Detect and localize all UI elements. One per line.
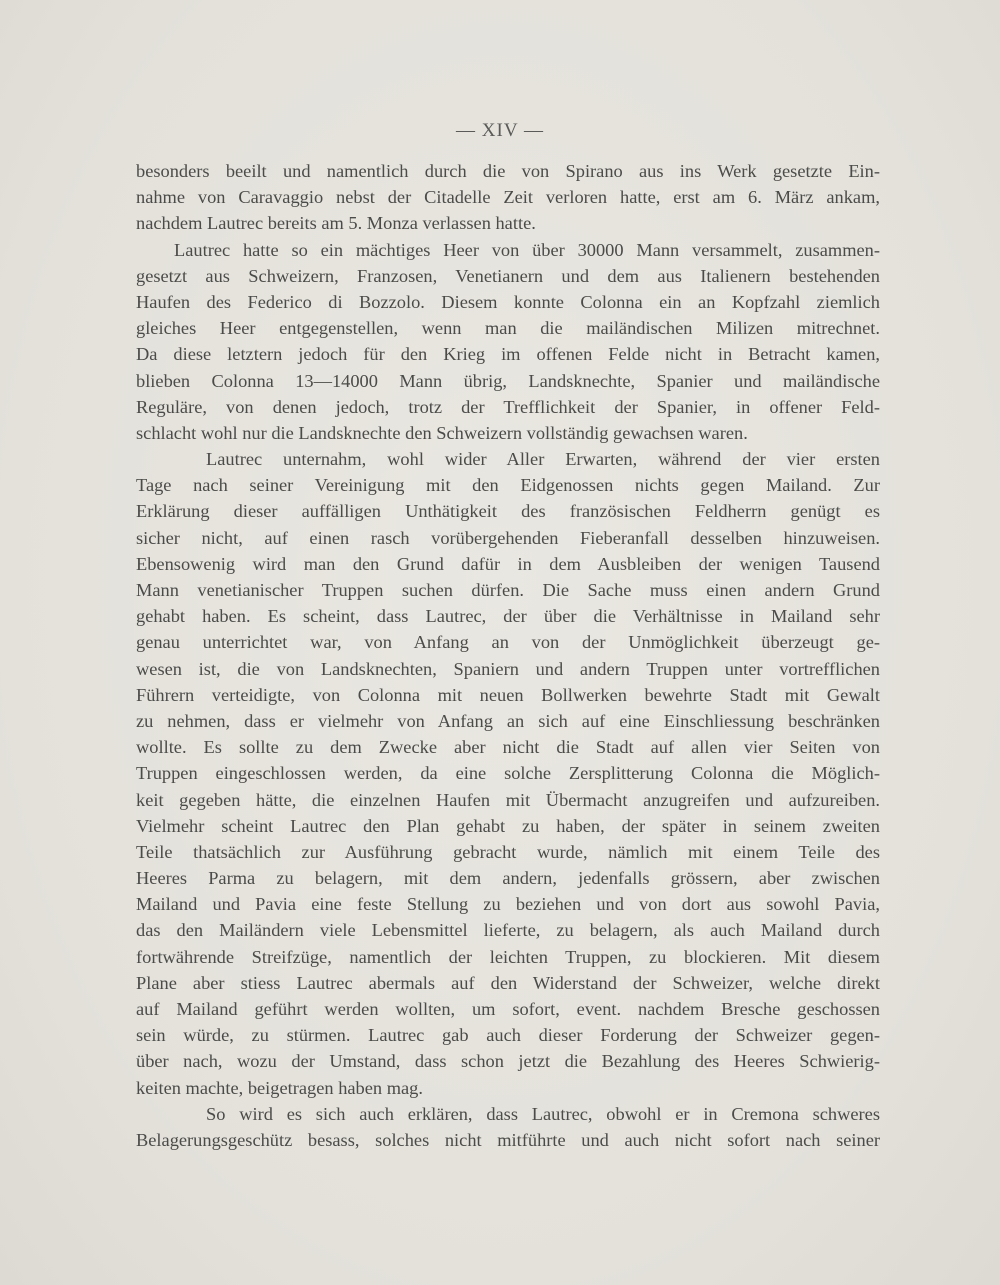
- text-line: gleiches Heer entgegenstellen, wenn man die mailändischen Milizen mitrechnet.: [136, 318, 880, 339]
- text-line: Lautrec unternahm, wohl wider Aller Erwarten, während der vier ersten: [206, 449, 880, 470]
- text-line: fortwährende Streifzüge, namentlich der leichten Truppen, zu blockieren. Mit diesem: [136, 946, 880, 967]
- page-number: — XIV —: [456, 120, 544, 141]
- text-line: wollte. Es sollte zu dem Zwecke aber nicht die Stadt auf allen vier Seiten von: [136, 737, 880, 758]
- text-line: genau unterrichtet war, von Anfang an von der Unmöglichkeit überzeugt ge-: [136, 632, 880, 653]
- paragraph: [136, 1101, 880, 1153]
- text-line: Vielmehr scheint Lautrec den Plan gehabt zu haben, der später in seinem zweiten: [136, 815, 880, 836]
- text-line: Mailand und Pavia eine feste Stellung zu beziehen und von dort aus sowohl Pavia,: [136, 894, 880, 915]
- text-line: gesetzt aus Schweizern, Franzosen, Venetianern und dem aus Italienern bestehenden: [136, 265, 880, 286]
- text-line: Lautrec hatte so ein mächtiges Heer von über 30000 Mann versammelt, zusammen-: [174, 239, 880, 260]
- text-line: blieben Colonna 13—14000 Mann übrig, Landsknechte, Spanier und mailändische: [136, 370, 880, 391]
- body-text: [136, 158, 880, 1153]
- text-line: Truppen eingeschlossen werden, da eine solche Zersplitterung Colonna die Möglich-: [136, 763, 880, 784]
- text-line: auf Mailand geführt werden wollten, um sofort, event. nachdem Bresche geschossen: [136, 999, 880, 1019]
- text-line: wesen ist, die von Landsknechten, Spaniern und andern Truppen unter vortrefflichen: [136, 658, 880, 679]
- text-line: schlacht wohl nur die Landsknechte den Schweizern vollständig gewachsen waren.: [136, 422, 748, 443]
- paragraph: [136, 237, 880, 447]
- text-line: keit gegeben hätte, die einzelnen Haufen mit Übermacht anzugreifen und aufzureiben.: [136, 789, 880, 810]
- text-line: das den Mailändern viele Lebensmittel lieferte, zu belagern, als auch Mailand durch: [136, 920, 880, 941]
- paragraph: [136, 158, 880, 237]
- text-line: So wird es sich auch erklären, dass Lautrec, obwohl er in Cremona schweres: [206, 1103, 880, 1124]
- text-line: Da diese letztern jedoch für den Krieg im offenen Felde nicht in Betracht kamen,: [136, 344, 880, 365]
- text-line: Haufen des Federico di Bozzolo. Diesem konnte Colonna ein an Kopfzahl ziemlich: [136, 291, 880, 312]
- text-line: Führern verteidigte, von Colonna mit neuen Bollwerken bewehrte Stadt mit Gewalt: [136, 684, 880, 705]
- text-line: Belagerungsgeschütz besass, solches nicht mitführte und auch nicht sofort nach seiner: [136, 1129, 880, 1150]
- text-line: nachdem Lautrec bereits am 5. Monza verlassen hatte.: [136, 213, 536, 234]
- text-line: besonders beeilt und namentlich durch die von Spirano aus ins Werk gesetzte Ein-: [136, 161, 880, 181]
- text-line: über nach, wozu der Umstand, dass schon jetzt die Bezahlung des Heeres Schwierig-: [136, 1051, 880, 1072]
- paragraph: [136, 446, 880, 1101]
- text-line: sein würde, zu stürmen. Lautrec gab auch dieser Forderung der Schweizer gegen-: [136, 1025, 880, 1046]
- text-line: zu nehmen, dass er vielmehr von Anfang an sich auf eine Einschliessung beschränken: [136, 710, 880, 731]
- text-line: Teile thatsächlich zur Ausführung gebracht wurde, nämlich mit einem Teile des: [136, 841, 880, 862]
- text-line: Mann venetianischer Truppen suchen dürfen. Die Sache muss einen andern Grund: [136, 580, 880, 600]
- text-line: Erklärung dieser auffälligen Unthätigkeit des französischen Feldherrn genügt es: [136, 501, 880, 522]
- text-line: keiten machte, beigetragen haben mag.: [136, 1077, 423, 1098]
- text-line: gehabt haben. Es scheint, dass Lautrec, der über die Verhältnisse in Mailand sehr: [136, 606, 880, 627]
- text-line: Reguläre, von denen jedoch, trotz der Trefflichkeit der Spanier, in offener Feld-: [136, 396, 880, 417]
- text-line: nahme von Caravaggio nebst der Citadelle Zeit verloren hatte, erst am 6. März ankam,: [136, 187, 880, 208]
- text-line: Heeres Parma zu belagern, mit dem andern, jedenfalls grössern, aber zwischen: [136, 868, 880, 889]
- text-line: Ebensowenig wird man den Grund dafür in dem Ausbleiben der wenigen Tausend: [136, 553, 880, 574]
- text-line: Plane aber stiess Lautrec abermals auf den Widerstand der Schweizer, welche direkt: [136, 972, 880, 993]
- text-line: Tage nach seiner Vereinigung mit den Eidgenossen nichts gegen Mailand. Zur: [136, 475, 880, 496]
- text-line: sicher nicht, auf einen rasch vorübergehenden Fieberanfall desselben hinzuweisen.: [136, 527, 880, 548]
